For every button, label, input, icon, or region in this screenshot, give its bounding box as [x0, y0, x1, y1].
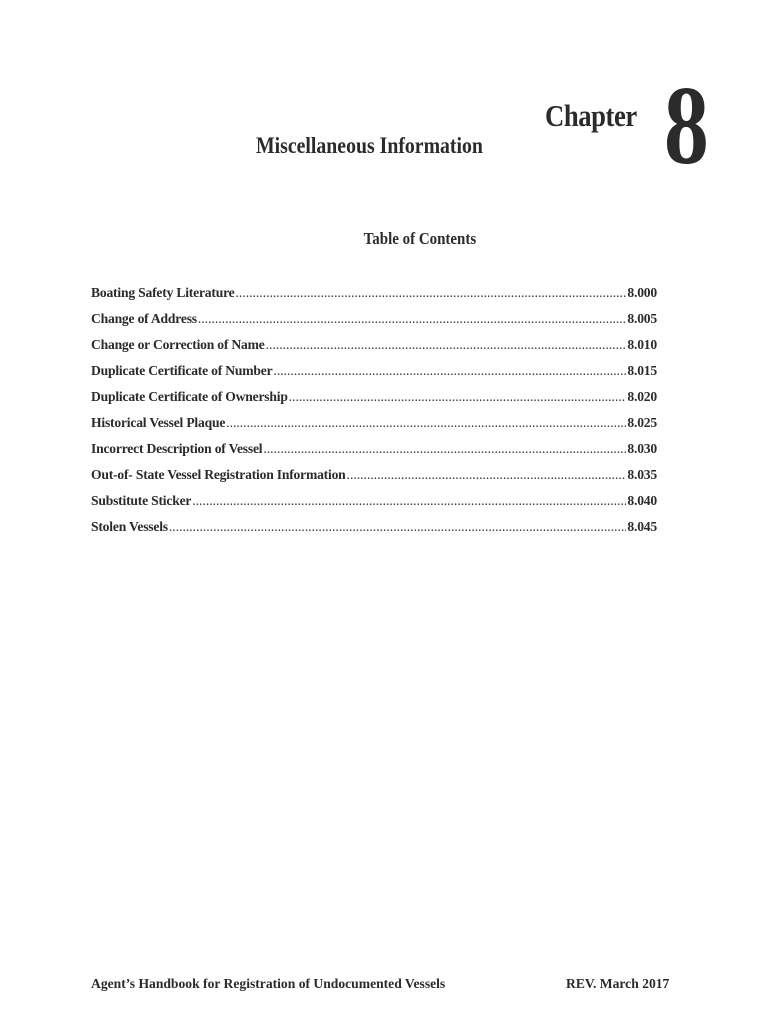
toc-entry-page: 8.015	[627, 363, 657, 378]
toc-entry-change-of-address[interactable]	[91, 311, 657, 337]
toc-heading-text: Table of Contents	[363, 229, 477, 248]
toc-heading	[0, 229, 770, 249]
toc-entry-page: 8.030	[627, 441, 657, 456]
toc-entry-stolen-vessels[interactable]	[91, 519, 657, 545]
dot-leader	[263, 441, 626, 457]
toc-entry-label: Out-of- State Vessel Registration Information	[91, 467, 346, 482]
toc-entry-label: Change or Correction of Name	[91, 337, 265, 352]
toc-entry-label: Historical Vessel Plaque	[91, 415, 226, 430]
toc-entry-page: 8.035	[627, 467, 657, 482]
dot-leader	[226, 415, 626, 431]
toc-entry-historical-vessel-plaque[interactable]	[91, 415, 657, 441]
toc-entry-page: 8.010	[627, 337, 657, 352]
toc-entry-boating-safety-literature[interactable]	[91, 285, 657, 311]
toc-entry-label: Incorrect Description of Vessel	[91, 441, 263, 456]
toc-entry-label: Duplicate Certificate of Ownership	[91, 389, 288, 404]
dot-leader	[273, 363, 626, 379]
toc-entry-substitute-sticker[interactable]	[91, 493, 657, 519]
chapter-title: Miscellaneous Information	[256, 133, 483, 158]
toc-list	[91, 285, 657, 545]
chapter-number: 8	[664, 64, 709, 188]
dot-leader	[198, 311, 627, 327]
toc-entry-incorrect-description-of-vessel[interactable]	[91, 441, 657, 467]
toc-entry-out-of-state-vessel-registration[interactable]	[91, 467, 657, 493]
toc-entry-page: 8.040	[627, 493, 657, 508]
chapter-label: Chapter	[545, 98, 637, 133]
footer-handbook-title: Agent’s Handbook for Registration of Undocumented Vessels	[91, 976, 446, 991]
footer-revision: REV. March 2017	[566, 976, 670, 991]
dot-leader	[289, 389, 627, 405]
toc-entry-label: Boating Safety Literature	[91, 285, 235, 300]
dot-leader	[236, 285, 627, 301]
toc-entry-change-or-correction-of-name[interactable]	[91, 337, 657, 363]
toc-entry-label: Duplicate Certificate of Number	[91, 363, 273, 378]
toc-entry-duplicate-certificate-of-number[interactable]	[91, 363, 657, 389]
toc-entry-page: 8.045	[627, 519, 657, 534]
toc-entry-duplicate-certificate-of-ownership[interactable]	[91, 389, 657, 415]
dot-leader	[266, 337, 627, 353]
toc-entry-page: 8.000	[627, 285, 657, 300]
dot-leader	[347, 467, 627, 483]
toc-entry-page: 8.025	[627, 415, 657, 430]
toc-entry-page: 8.020	[627, 389, 657, 404]
toc-entry-label: Change of Address	[91, 311, 197, 326]
toc-entry-label: Substitute Sticker	[91, 493, 192, 508]
dot-leader	[192, 493, 626, 509]
dot-leader	[169, 519, 627, 535]
toc-entry-label: Stolen Vessels	[91, 519, 168, 534]
toc-entry-page: 8.005	[627, 311, 657, 326]
